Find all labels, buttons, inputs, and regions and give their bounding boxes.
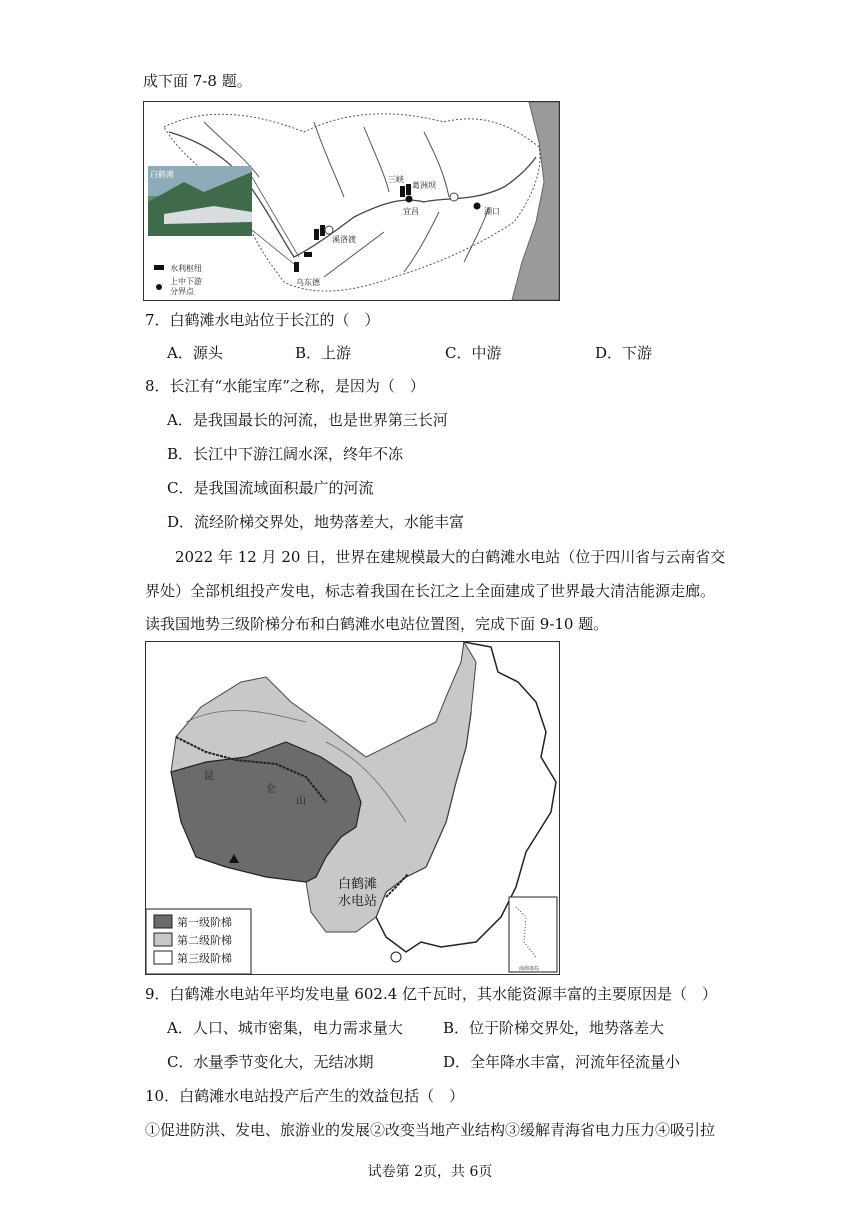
q7-option-a[interactable]: A．源头 [167, 344, 223, 362]
q7-option-b[interactable]: B．上游 [295, 344, 352, 362]
place-hukou: 湖口 [484, 207, 500, 216]
legend-step2-swatch [154, 933, 172, 946]
passage-line-2: 界处）全部机组投产发电，标志着我国在长江之上全面建成了世界最大清洁能源走廊。 [145, 582, 716, 600]
legend-point-label-1: 上中下游 [170, 277, 202, 286]
intro-tail: 成下面 7-8 题。 [143, 72, 252, 90]
legend-step1-swatch [154, 915, 172, 928]
mountain-char-shan: 山 [296, 796, 306, 807]
q7-option-c[interactable]: C．中游 [445, 344, 502, 362]
passage-line-3: 读我国地势三级阶梯分布和白鹤滩水电站位置图，完成下面 9-10 题。 [145, 615, 609, 633]
q8-stem: 8．长江有“水能宝库”之称，是因为（ ） [145, 377, 425, 395]
q8-option-a[interactable]: A．是我国最长的河流，也是世界第三长河 [167, 411, 448, 429]
q8-option-c[interactable]: C．是我国流域面积最广的河流 [167, 479, 374, 497]
q9-option-b[interactable]: B．位于阶梯交界处，地势落差大 [443, 1019, 665, 1037]
mountain-char-kun: 昆 [204, 771, 214, 782]
q8-option-d[interactable]: D．流经阶梯交界处，地势落差大，水能丰富 [167, 513, 465, 531]
legend-step3-label: 第三级阶梯 [177, 952, 232, 965]
legend-point-label-2: 分界点 [170, 287, 194, 296]
baihetan-label-2: 水电站 [338, 894, 378, 909]
place-gezhouba: 葛洲坝 [412, 181, 436, 190]
china-terrain-steps-map [145, 641, 560, 975]
inset-label: 南海诸岛 [519, 966, 540, 972]
q10-line-2: ①促进防洪、发电、旅游业的发展②改变当地产业结构③缓解青海省电力压力④吸引拉 [145, 1121, 716, 1139]
legend-step3-swatch [154, 951, 172, 964]
q8-option-b[interactable]: B．长江中下游江阔水深，终年不冻 [167, 445, 404, 463]
mountain-char-lun: 仑 [266, 784, 276, 795]
q9-option-d[interactable]: D．全年降水丰富，河流年径流量小 [443, 1053, 681, 1071]
q7-stem: 7．白鹤滩水电站位于长江的（ ） [145, 311, 380, 329]
yangtze-river-map [143, 101, 560, 301]
legend-point-icon [156, 284, 162, 290]
q10-stem: 10．白鹤滩水电站投产后产生的效益包括（ ） [145, 1087, 465, 1105]
legend-step2-label: 第二级阶梯 [177, 934, 232, 947]
legend-step1-label: 第一级阶梯 [177, 916, 232, 929]
legend-dam-label: 水利枢纽 [170, 264, 202, 273]
q9-option-a[interactable]: A．人口、城市密集，电力需求量大 [167, 1019, 403, 1037]
page-footer: 试卷第 2页，共 6页 [367, 1164, 493, 1180]
q9-option-c[interactable]: C．水量季节变化大，无结冰期 [167, 1053, 374, 1071]
place-wudongde: 乌东德 [296, 278, 320, 287]
place-sanxia: 三峡 [388, 175, 404, 184]
photo-label: 白鹤滩 [150, 170, 174, 179]
place-xiluodu: 溪洛渡 [332, 235, 356, 244]
baihetan-label-1: 白鹤滩 [338, 877, 378, 892]
passage-line-1: 2022 年 12 月 20 日，世界在建规模最大的白鹤滩水电站（位于四川省与云南省交 [175, 548, 726, 566]
q7-option-d[interactable]: D．下游 [595, 344, 653, 362]
place-yichang: 宜昌 [403, 207, 419, 216]
legend-dam-icon [154, 265, 164, 270]
q9-stem: 9．白鹤滩水电站年平均发电量 602.4 亿千瓦时，其水能资源丰富的主要原因是（ ） [145, 985, 718, 1003]
